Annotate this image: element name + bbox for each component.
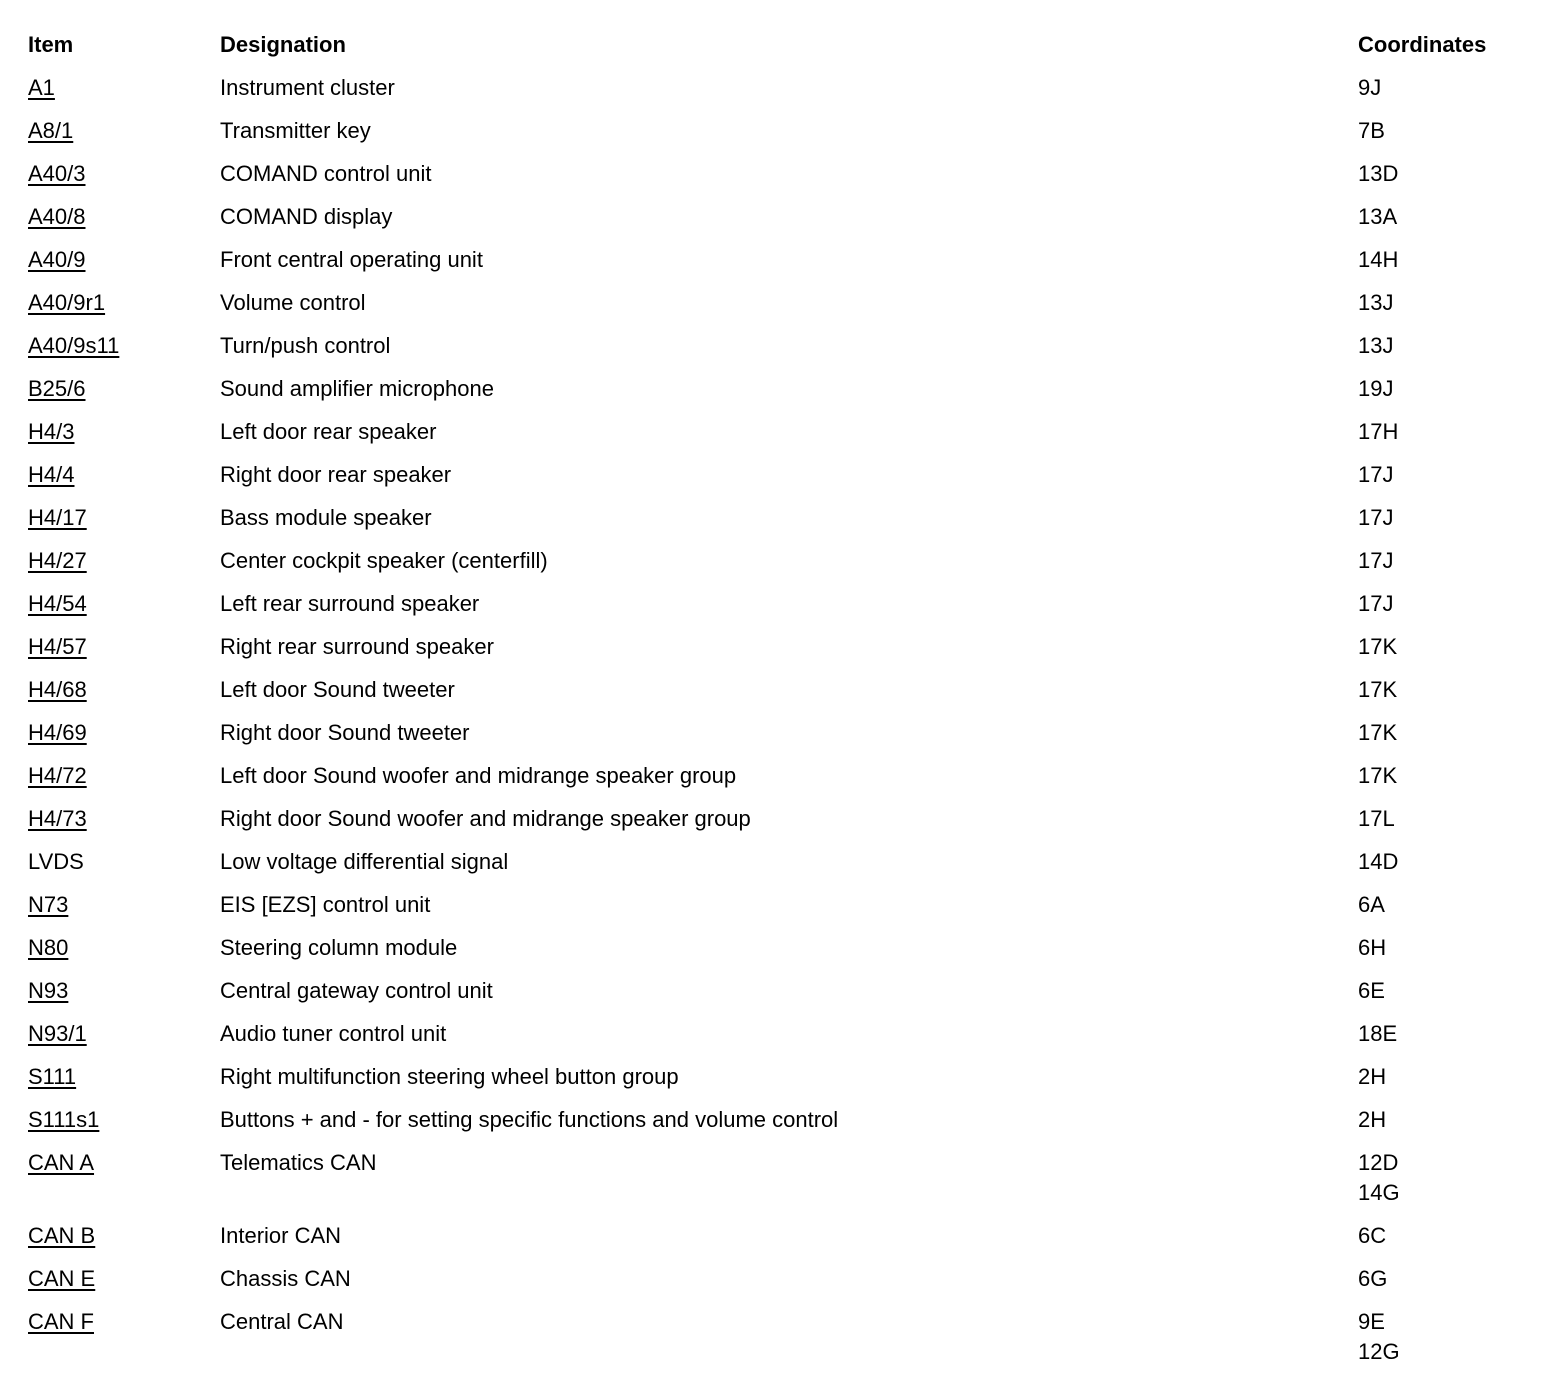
- coordinates-cell: [1358, 632, 1558, 675]
- item-cell: [28, 976, 220, 1019]
- designation-text: Right door rear speaker: [220, 462, 452, 487]
- coordinates-cell: [1358, 1148, 1558, 1221]
- designation-text: Central CAN: [220, 1309, 344, 1334]
- item-cell: [28, 890, 220, 933]
- coordinate-value: 6C: [1358, 1223, 1387, 1248]
- coordinates-cell: [1358, 847, 1558, 890]
- designation-text: Audio tuner control unit: [220, 1021, 447, 1046]
- coordinate-value: 17J: [1358, 505, 1394, 530]
- coordinate-value: 14G: [1358, 1180, 1400, 1205]
- designation-text: Right door Sound woofer and midrange speaker group: [220, 806, 751, 831]
- item-cell: [28, 1105, 220, 1148]
- designation-text: Center cockpit speaker (centerfill): [220, 548, 548, 573]
- coordinates-cell: [1358, 761, 1558, 804]
- item-code-link[interactable]: N80: [28, 935, 69, 960]
- item-code-link[interactable]: B25/6: [28, 376, 86, 401]
- table-row: [28, 718, 1558, 761]
- designation-text: Volume control: [220, 290, 366, 315]
- item-code-link[interactable]: S111s1: [28, 1107, 100, 1132]
- coordinate-value: 9E: [1358, 1309, 1385, 1334]
- designation-text: Chassis CAN: [220, 1266, 351, 1291]
- coordinates-cell: [1358, 331, 1558, 374]
- designation-cell: [220, 632, 1358, 675]
- table-row: [28, 890, 1558, 933]
- table-row: [28, 1105, 1558, 1148]
- item-code-link[interactable]: N93/1: [28, 1021, 87, 1046]
- col-header-coordinates: Coordinates: [1358, 32, 1487, 57]
- table-row: [28, 546, 1558, 589]
- item-cell: [28, 460, 220, 503]
- item-cell: [28, 245, 220, 288]
- coordinates-cell: [1358, 804, 1558, 847]
- coordinates-cell: [1358, 116, 1558, 159]
- coordinates-cell: [1358, 890, 1558, 933]
- designation-text: Transmitter key: [220, 118, 371, 143]
- designation-cell: [220, 933, 1358, 976]
- coordinate-value: 17H: [1358, 419, 1399, 444]
- item-code-link[interactable]: H4/68: [28, 677, 87, 702]
- item-cell: [28, 589, 220, 632]
- coordinate-value: 17J: [1358, 591, 1394, 616]
- col-header-designation: Designation: [220, 32, 346, 57]
- coordinate-value: 17K: [1358, 677, 1398, 702]
- coordinate-value: 19J: [1358, 376, 1394, 401]
- legend-table-header: [28, 30, 1558, 73]
- coordinates-cell: [1358, 933, 1558, 976]
- coordinates-cell: [1358, 1307, 1558, 1380]
- table-row: [28, 245, 1558, 288]
- item-cell: [28, 288, 220, 331]
- item-cell: [28, 331, 220, 374]
- coordinates-cell: [1358, 417, 1558, 460]
- coordinate-value: 13J: [1358, 290, 1394, 315]
- item-code-link[interactable]: CAN F: [28, 1309, 94, 1334]
- designation-cell: [220, 331, 1358, 374]
- item-cell: [28, 1264, 220, 1307]
- table-row: [28, 847, 1558, 890]
- designation-cell: [220, 374, 1358, 417]
- designation-cell: [220, 1148, 1358, 1221]
- item-code-link[interactable]: H4/73: [28, 806, 87, 831]
- coordinate-value: 14D: [1358, 849, 1399, 874]
- designation-cell: [220, 159, 1358, 202]
- coordinate-value: 12D: [1358, 1150, 1399, 1175]
- item-cell: [28, 675, 220, 718]
- item-cell: [28, 933, 220, 976]
- item-cell: [28, 804, 220, 847]
- item-code-link[interactable]: CAN A: [28, 1150, 95, 1175]
- coordinates-cell: [1358, 1221, 1558, 1264]
- item-code-link[interactable]: H4/54: [28, 591, 87, 616]
- item-code-link[interactable]: A40/8: [28, 204, 86, 229]
- item-code-link[interactable]: H4/57: [28, 634, 87, 659]
- item-code-link[interactable]: CAN B: [28, 1223, 96, 1248]
- item-code-link[interactable]: H4/72: [28, 763, 87, 788]
- item-cell: [28, 1062, 220, 1105]
- designation-text: Right multifunction steering wheel button group: [220, 1064, 679, 1089]
- item-cell: [28, 417, 220, 460]
- coordinates-cell: [1358, 675, 1558, 718]
- coordinate-value: 17K: [1358, 720, 1398, 745]
- designation-cell: [220, 847, 1358, 890]
- coordinates-cell: [1358, 546, 1558, 589]
- item-code-link[interactable]: S111: [28, 1064, 77, 1089]
- table-row: [28, 761, 1558, 804]
- table-row: [28, 288, 1558, 331]
- coordinates-cell: [1358, 589, 1558, 632]
- coordinate-value: 6H: [1358, 935, 1387, 960]
- designation-cell: [220, 1264, 1358, 1307]
- designation-text: Left door Sound woofer and midrange speaker group: [220, 763, 737, 788]
- coordinates-cell: [1358, 73, 1558, 116]
- item-code-link[interactable]: A8/1: [28, 118, 74, 143]
- item-cell: [28, 1019, 220, 1062]
- designation-text: Low voltage differential signal: [220, 849, 509, 874]
- table-row: [28, 460, 1558, 503]
- table-row: [28, 1307, 1558, 1380]
- table-row: [28, 116, 1558, 159]
- designation-text: Interior CAN: [220, 1223, 342, 1248]
- table-row: [28, 417, 1558, 460]
- table-row: [28, 1221, 1558, 1264]
- coordinates-cell: [1358, 1264, 1558, 1307]
- table-row: [28, 804, 1558, 847]
- designation-text: Telematics CAN: [220, 1150, 377, 1175]
- item-cell: [28, 761, 220, 804]
- coordinate-value: 13A: [1358, 204, 1398, 229]
- coordinate-value: 7B: [1358, 118, 1385, 143]
- legend-table-body: [28, 73, 1558, 1380]
- designation-cell: [220, 1105, 1358, 1148]
- table-row: [28, 976, 1558, 1019]
- coordinates-cell: [1358, 288, 1558, 331]
- coordinate-value: 6G: [1358, 1266, 1388, 1291]
- item-code-link[interactable]: A40/9s11: [28, 333, 120, 358]
- designation-text: COMAND display: [220, 204, 393, 229]
- designation-cell: [220, 804, 1358, 847]
- item-code-link[interactable]: H4/3: [28, 419, 75, 444]
- item-cell: [28, 202, 220, 245]
- item-cell: [28, 847, 220, 890]
- designation-text: COMAND control unit: [220, 161, 432, 186]
- coordinate-value: 2H: [1358, 1064, 1387, 1089]
- item-cell: [28, 1221, 220, 1264]
- coordinates-cell: [1358, 460, 1558, 503]
- coordinates-cell: [1358, 1105, 1558, 1148]
- coordinate-value: 17K: [1358, 634, 1398, 659]
- item-code-link[interactable]: CAN E: [28, 1266, 96, 1291]
- item-cell: [28, 1148, 220, 1221]
- item-cell: [28, 718, 220, 761]
- designation-text: Right door Sound tweeter: [220, 720, 470, 745]
- item-code: LVDS: [28, 849, 84, 874]
- table-row: [28, 73, 1558, 116]
- coordinate-value: 17J: [1358, 548, 1394, 573]
- header-row: [28, 30, 1558, 73]
- coordinate-value: 6E: [1358, 978, 1385, 1003]
- table-row: [28, 1148, 1558, 1221]
- coordinate-value: 18E: [1358, 1021, 1398, 1046]
- coordinate-value: 9J: [1358, 75, 1382, 100]
- coordinate-value: 17J: [1358, 462, 1394, 487]
- coordinates-cell: [1358, 245, 1558, 288]
- designation-text: Left rear surround speaker: [220, 591, 480, 616]
- designation-cell: [220, 1221, 1358, 1264]
- designation-cell: [220, 675, 1358, 718]
- coordinates-cell: [1358, 718, 1558, 761]
- designation-cell: [220, 417, 1358, 460]
- designation-cell: [220, 116, 1358, 159]
- designation-cell: [220, 460, 1358, 503]
- designation-cell: [220, 503, 1358, 546]
- item-cell: [28, 374, 220, 417]
- designation-cell: [220, 718, 1358, 761]
- item-cell: [28, 632, 220, 675]
- table-row: [28, 675, 1558, 718]
- designation-cell: [220, 202, 1358, 245]
- designation-cell: [220, 73, 1358, 116]
- coordinate-value: 2H: [1358, 1107, 1387, 1132]
- designation-text: EIS [EZS] control unit: [220, 892, 431, 917]
- item-cell: [28, 159, 220, 202]
- table-row: [28, 202, 1558, 245]
- coordinate-value: 6A: [1358, 892, 1385, 917]
- designation-text: Turn/push control: [220, 333, 391, 358]
- coordinate-value: 17K: [1358, 763, 1398, 788]
- designation-cell: [220, 1307, 1358, 1380]
- item-cell: [28, 73, 220, 116]
- table-row: [28, 589, 1558, 632]
- coordinate-value: 13J: [1358, 333, 1394, 358]
- designation-text: Steering column module: [220, 935, 458, 960]
- item-cell: [28, 116, 220, 159]
- coordinate-value: 14H: [1358, 247, 1399, 272]
- item-code-link[interactable]: A40/3: [28, 161, 86, 186]
- item-code-link[interactable]: N73: [28, 892, 69, 917]
- item-code-link[interactable]: H4/27: [28, 548, 87, 573]
- item-cell: [28, 503, 220, 546]
- table-row: [28, 374, 1558, 417]
- table-row: [28, 1062, 1558, 1105]
- designation-cell: [220, 1062, 1358, 1105]
- item-cell: [28, 546, 220, 589]
- designation-text: Left door rear speaker: [220, 419, 437, 444]
- designation-cell: [220, 245, 1358, 288]
- item-code-link[interactable]: A40/9: [28, 247, 86, 272]
- component-legend-table: [28, 30, 1558, 1380]
- coordinates-cell: [1358, 1062, 1558, 1105]
- item-code-link[interactable]: H4/4: [28, 462, 75, 487]
- designation-text: Left door Sound tweeter: [220, 677, 455, 702]
- coordinates-cell: [1358, 976, 1558, 1019]
- item-code-link[interactable]: A1: [28, 75, 55, 100]
- coordinates-cell: [1358, 202, 1558, 245]
- col-header-item: Item: [28, 32, 74, 57]
- designation-cell: [220, 546, 1358, 589]
- coordinate-value: 17L: [1358, 806, 1395, 831]
- designation-text: Sound amplifier microphone: [220, 376, 494, 401]
- item-code-link[interactable]: A40/9r1: [28, 290, 106, 315]
- coordinates-cell: [1358, 374, 1558, 417]
- designation-cell: [220, 890, 1358, 933]
- item-code-link[interactable]: H4/17: [28, 505, 87, 530]
- designation-text: Front central operating unit: [220, 247, 483, 272]
- coordinates-cell: [1358, 159, 1558, 202]
- designation-text: Instrument cluster: [220, 75, 395, 100]
- table-row: [28, 632, 1558, 675]
- designation-text: Right rear surround speaker: [220, 634, 494, 659]
- item-code-link[interactable]: N93: [28, 978, 69, 1003]
- designation-cell: [220, 976, 1358, 1019]
- designation-cell: [220, 1019, 1358, 1062]
- coordinates-cell: [1358, 1019, 1558, 1062]
- coordinate-value: 13D: [1358, 161, 1399, 186]
- table-row: [28, 503, 1558, 546]
- table-row: [28, 1019, 1558, 1062]
- designation-text: Bass module speaker: [220, 505, 432, 530]
- item-cell: [28, 1307, 220, 1380]
- table-row: [28, 933, 1558, 976]
- designation-cell: [220, 288, 1358, 331]
- designation-cell: [220, 761, 1358, 804]
- designation-text: Buttons + and - for setting specific functions and volume control: [220, 1107, 839, 1132]
- item-code-link[interactable]: H4/69: [28, 720, 87, 745]
- designation-cell: [220, 589, 1358, 632]
- table-row: [28, 331, 1558, 374]
- table-row: [28, 159, 1558, 202]
- table-row: [28, 1264, 1558, 1307]
- coordinate-value: 12G: [1358, 1339, 1400, 1364]
- designation-text: Central gateway control unit: [220, 978, 493, 1003]
- coordinates-cell: [1358, 503, 1558, 546]
